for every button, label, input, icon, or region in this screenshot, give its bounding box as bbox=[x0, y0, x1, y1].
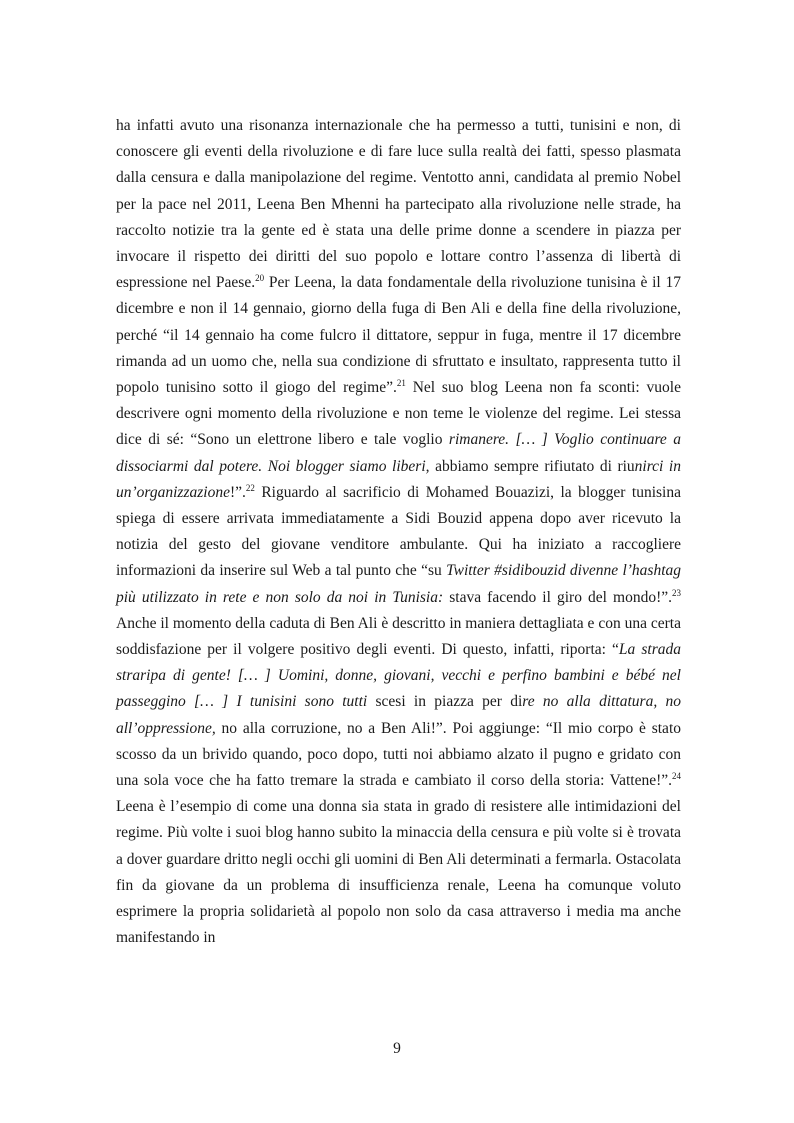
body-paragraph bbox=[116, 113, 681, 952]
footnote-ref-21[interactable]: 21 bbox=[396, 377, 406, 388]
quote-italic: nirci in un’organizzazione bbox=[116, 457, 681, 501]
text-run: no alla corruzione, no a Ben Ali!”. Poi aggiunge: “Il mio corpo è stato scosso da un brivido quando, poco dopo, tutti noi abbiamo alzato il pugno e gridato con una sola voce che ha fatto tremare la strada e cambiato il corso della storia: Vattene!”. bbox=[116, 719, 681, 790]
text-run: Riguardo al sacrificio di Mohamed Bouazizi, la blogger tunisina spiega di essere arrivata immediatamente a Sidi Bouzid appena dopo aver ricevuto la notizia del gesto del giovane venditore ambulante. Qui ha iniziato a raccogliere informazioni da inserire sul Web a tal punto che “su bbox=[116, 483, 681, 580]
footnote-ref-22[interactable]: 22 bbox=[245, 482, 255, 493]
text-run: scesi in piazza per di bbox=[367, 693, 523, 711]
text-run: ha infatti avuto una risonanza internazionale che ha permesso a tutti, tunisini e non, di conoscere gli eventi della rivoluzione e di fare luce sulla realtà dei fatti, spesso plasmata dalla censura e dalla manipolazione del regime. Ventotto anni, candidata al premio Nobel per la pace nel 2011, Leena Ben Mhenni ha partecipato alla rivoluzione nelle strade, ha raccolto notizie tra la gente ed è stata una delle prime donne a scendere in piazza per invocare il rispetto dei diritti del suo popolo e lottare contro l’assenza di libertà di espressione nel Paese. bbox=[116, 117, 681, 292]
text-run: Anche il momento della caduta di Ben Ali è descritto in maniera dettagliata e con una certa soddisfazione per il volgere positivo degli eventi. Di questo, infatti, riporta: “ bbox=[116, 614, 681, 659]
footnote-ref-24[interactable]: 24 bbox=[672, 770, 681, 781]
quote-italic: Twitter #sidibouzid divenne l’hashtag più utilizzato in rete e non solo da noi in Tunisia: bbox=[116, 562, 682, 606]
footnote-ref-23[interactable]: 23 bbox=[672, 587, 682, 598]
text-run: Nel suo blog Leena non fa sconti: vuole descrivere ogni momento della rivoluzione e non teme le violenze del regime. Lei stessa dice di sé: “Sono un elettrone libero e tale voglio bbox=[116, 379, 681, 449]
quote-italic: rimanere. [… ] Voglio continuare a dissociarmi dal potere. Noi blogger siamo liberi, bbox=[116, 431, 681, 475]
quote-italic: re no alla dittatura, no all’oppressione, bbox=[116, 693, 681, 737]
text-run: !”. bbox=[229, 483, 246, 501]
footnote-ref-20[interactable]: 20 bbox=[255, 273, 265, 284]
text-run: stava facendo il giro del mondo!”. bbox=[443, 588, 673, 606]
text-run: Per Leena, la data fondamentale della rivoluzione tunisina è il 17 dicembre e non il 14 gennaio, giorno della fuga di Ben Ali e della fine della rivoluzione, perché “il 14 gennaio ha come fulcro il dittatore, seppur in fuga, mentre il 17 dicembre rimanda ad un uomo che, nella sua condizione di sfruttato e insultato, rappresenta tutto il popolo tunisino sotto il giogo del regime”. bbox=[116, 274, 682, 397]
text-run: abbiamo sempre rifiutato di riu bbox=[429, 457, 635, 475]
text-run: Leena è l’esempio di come una donna sia stata in grado di resistere alle intimidazioni del regime. Più volte i suoi blog hanno subito la minaccia della censura e più volte si è trovata a dover guardare dritto negli occhi gli uomini di Ben Ali determinati a fermarla. Ostacolata fin da giovane da un problema di insufficienza renale, Leena ha comunque voluto esprimere la propria solidarietà al popolo non solo da casa attraverso i media ma anche manifestando in bbox=[116, 798, 681, 947]
page-number: 9 bbox=[393, 1040, 401, 1057]
quote-italic: La strada straripa di gente! [… ] Uomini, donne, giovani, vecchi e perfino bambini e bébé nel passeggino [… ] I tunisini sono tutti bbox=[116, 641, 681, 711]
